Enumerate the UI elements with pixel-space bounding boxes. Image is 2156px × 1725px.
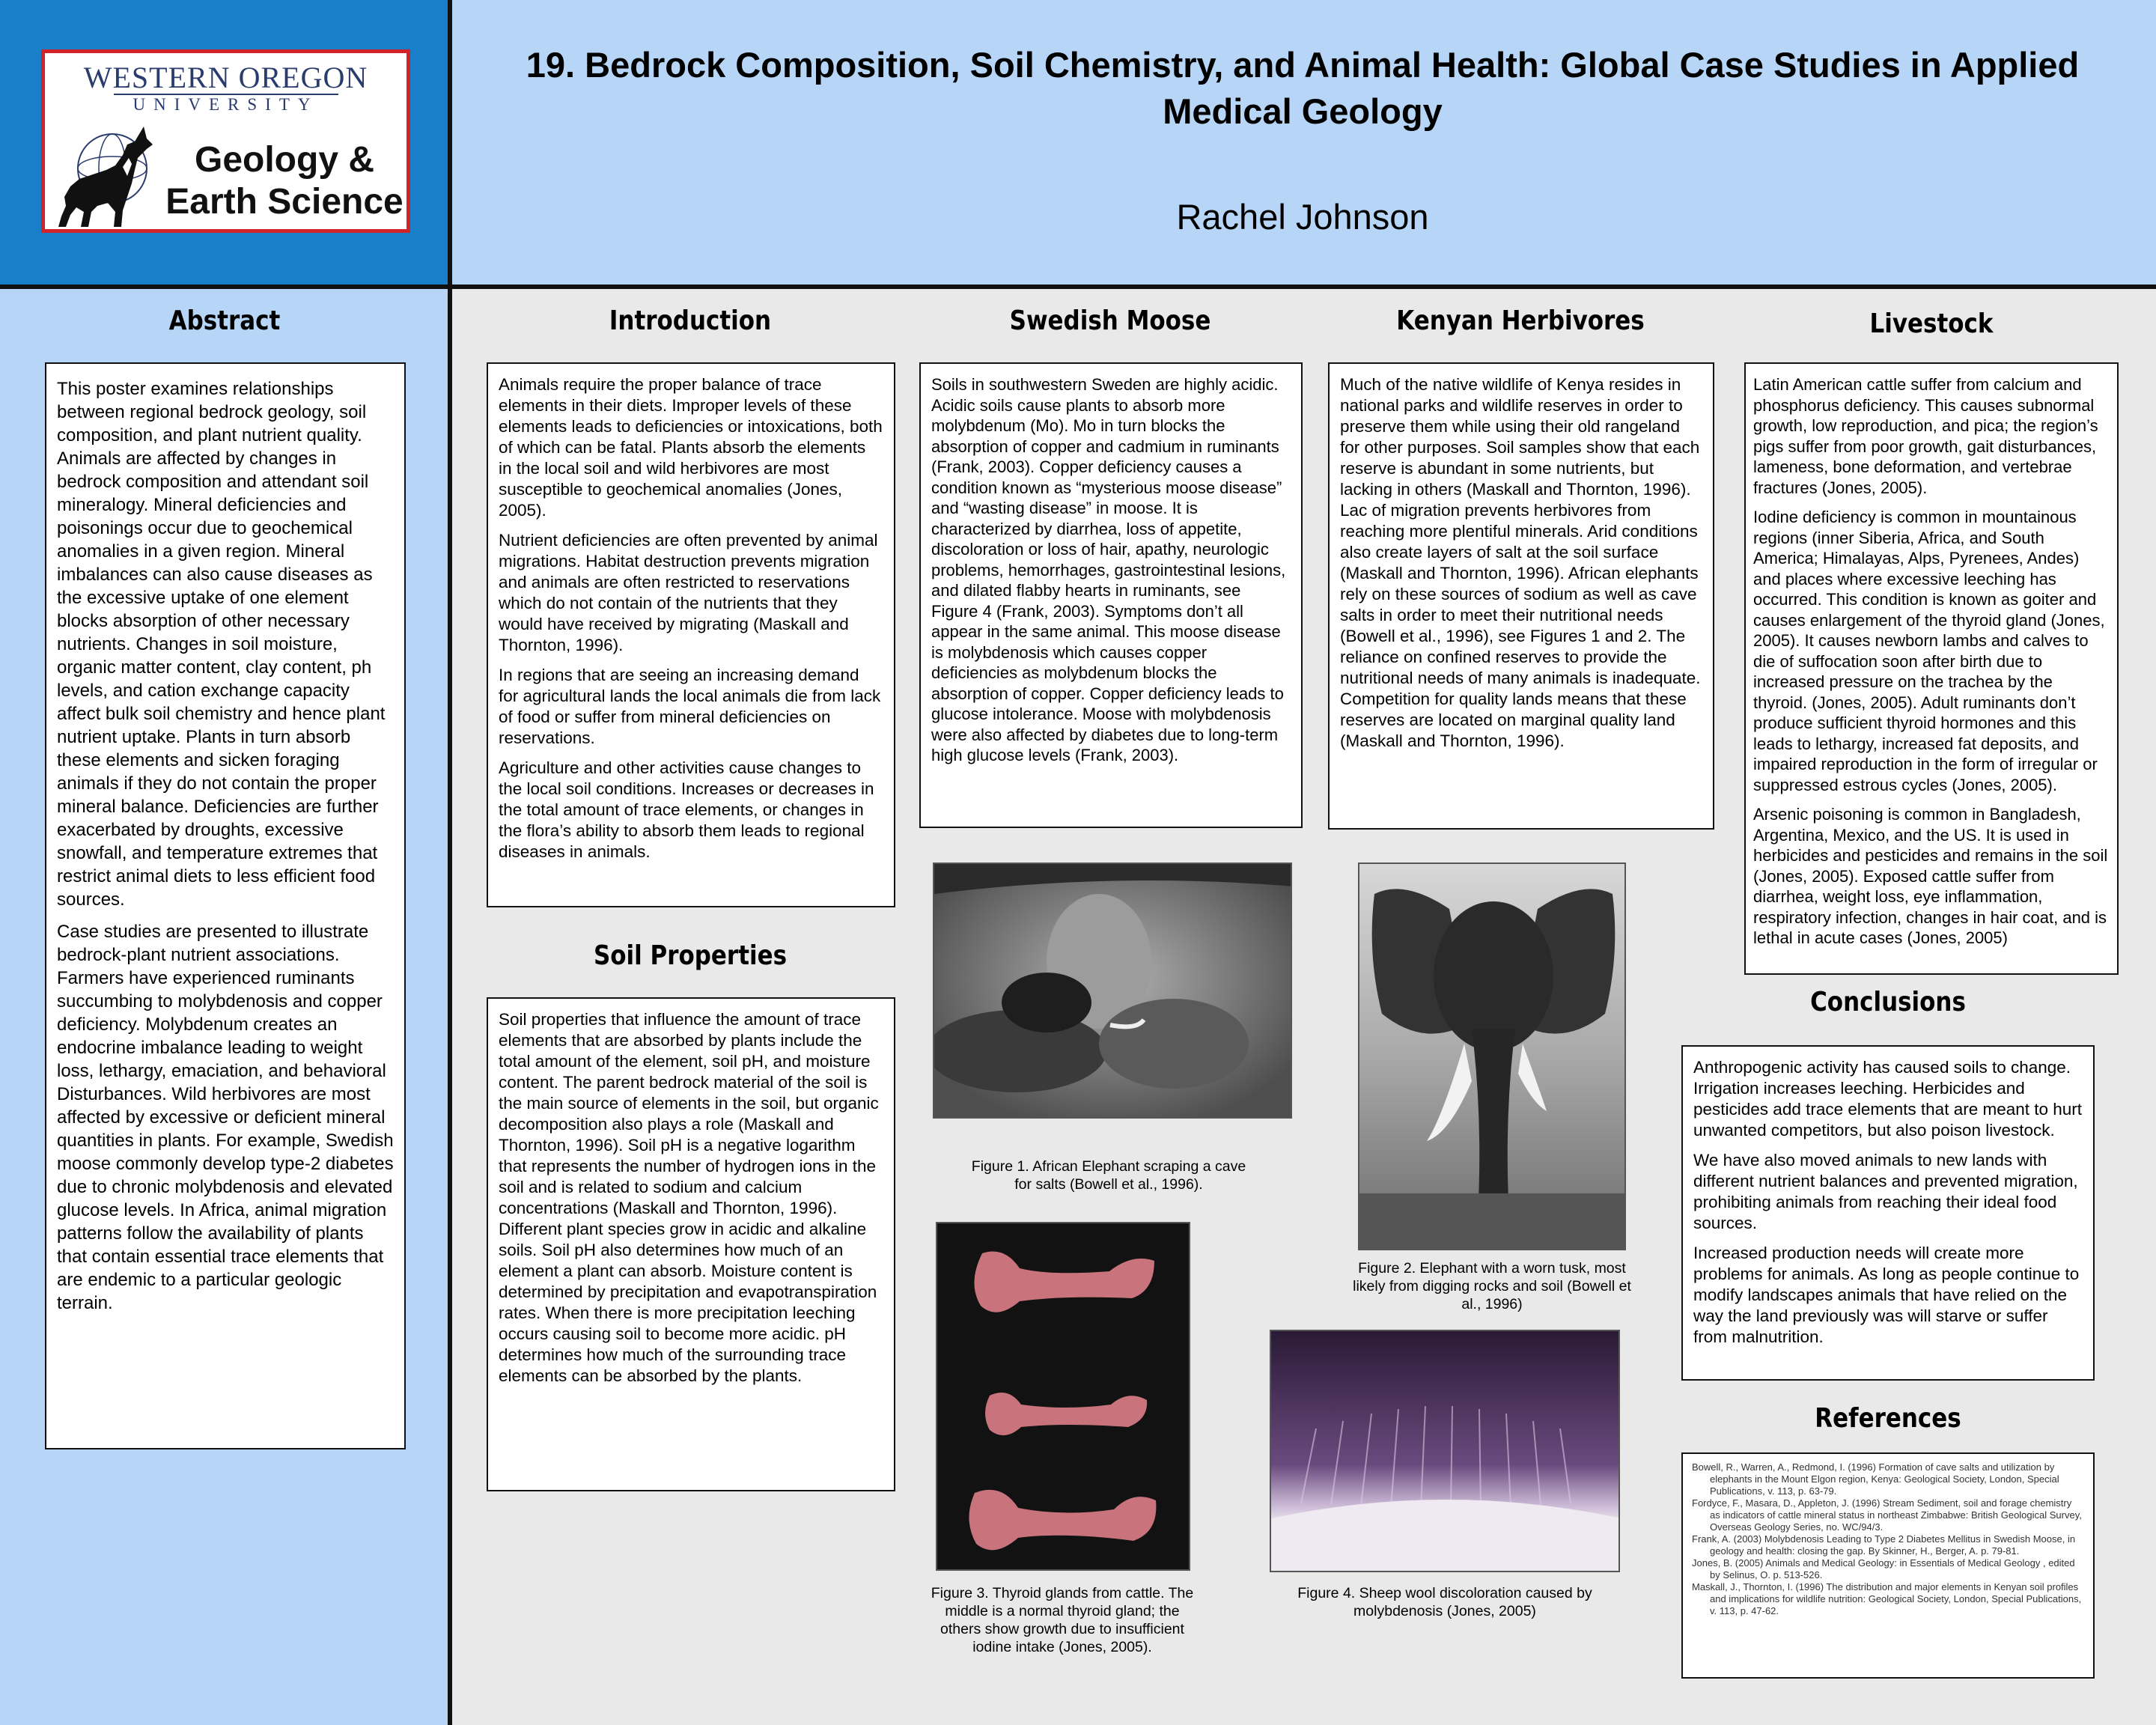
department-name [157,139,412,223]
references-heading: References [1815,1403,1961,1434]
kenyan-herbivores-paragraph: Much of the native wildlife of Kenya resides in national parks and wildlife reserves in order to preserve them while using their old rangeland for other purposes. Soil samples show that each reserve is abundant in some nutrients, but lacking in others (Maskall and Thornton, 1996). Lac of migration prevents herbivores from reaching more plentiful minerals. Arid conditions also create layers of salt at the soil surface (Maskall and Thornton, 1996). African elephants rely on these sources of sodium as well as cave salts in order to meet their nutritional needs (Bowell et al., 1996), see Figures 1 and 2. The reliance on confined reserves to provide the nutritional needs of many animals is inadequate. Competition for quality lands means that these reserves are located on marginal quality land (Maskall and Thornton, 1996). [1340,375,1701,750]
figure-4-image [1270,1330,1620,1572]
figure-1-caption: Figure 1. African Elephant scraping a cave for salts (Bowell et al., 1996). [971,1158,1246,1193]
reference-item: Bowell, R., Warren, A., Redmond, I. (1996) Formation of cave salts and utilization by elephants in the Mount Elgon region, Kenya: Geological Society, London, Special Publications, v. 113, p. 63-79. [1692,1461,2059,1497]
abstract-paragraph: Case studies are presented to illustrate bedrock-plant nutrient associations. Farmers have experienced ruminants succumbing to molybdenosis and copper deficiency. Molybdenum creates an endocrine imbalance leading to weight loss, lethargy, emaciation, and behavioral Disturbances. Wild herbivores are most affected by excessive or deficient mineral quantities in plants. For example, Swedish moose commonly develop type-2 diabetes due to chronic molybdenosis and elevated glucose levels. In Africa, animal migration patterns follow the availability of plants that contain essential trace elements that are endemic to a particular geologic terrain. [57,922,394,1313]
poster-author: Rachel Johnson [1176,197,1429,237]
university-logo [41,49,410,233]
horizontal-divider [0,285,2156,289]
reference-item: Jones, B. (2005) Animals and Medical Geology: in Essentials of Medical Geology , edited by Selinus, O. p. 513-526. [1692,1557,2075,1581]
kenyan-herbivores-box [1328,362,1714,830]
abstract-paragraph: This poster examines relationships between regional bedrock geology, soil composition, and plant nutrient quality. Animals are affected by changes in bedrock composition and attendant soil mineralogy. Mineral deficiencies and poisonings occur due to geochemical anomalies in a given region. Mineral imbalances can also cause diseases as the excessive uptake of one element blocks absorption of other necessary nutrients. Changes in soil moisture, organic matter content, clay content, ph levels, and cation exchange capacity affect bulk soil chemistry and hence plant nutrient uptake. Plants in turn absorb these elements and sicken foraging animals if they do not contain the proper mineral balance. Deficiencies are further exacerbated by droughts, excessive snowfall, and temperature extremes that restrict animal diets to less efficient food sources. [57,379,386,910]
abstract-box [45,362,406,1449]
figure-1-image [933,862,1292,1119]
department-name-line1: Geology & [194,140,375,180]
soil-properties-box [487,997,895,1491]
swedish-moose-heading: Swedish Moose [1009,305,1211,336]
introduction-paragraph: In regions that are seeing an increasing demand for agricultural lands the local animals die from lack of food or suffer from mineral deficiencies on reservations. [499,666,881,747]
university-name-line2: UNIVERSITY [114,94,338,115]
conclusions-paragraph: Increased production needs will create more problems for animals. As long as people continue to modify landscapes animals that have relied on the way the land previously was will starve or suffer from malnutrition. [1693,1244,2080,1346]
kenyan-herbivores-heading: Kenyan Herbivores [1396,305,1645,336]
university-name [45,62,406,115]
introduction-paragraph: Nutrient deficiencies are often prevented by animal migrations. Habitat destruction prevents migration and animals are often restricted to reservations which do not contain of the nutrients that they would have received by migrating (Maskall and Thornton, 1996). [499,531,878,654]
conclusions-box [1681,1045,2095,1381]
wolf-howling-icon [54,122,174,231]
introduction-box [487,362,895,907]
swedish-moose-box [919,362,1303,828]
reference-item: Frank, A. (2003) Molybdenosis Leading to Type 2 Diabetes Mellitus in Swedish Moose, in geology and health: closing the gap. By Skinner, H., Berger, A. p. 79-81. [1692,1533,2076,1557]
introduction-paragraph: Animals require the proper balance of trace elements in their diets. Improper levels of these elements leads to deficiencies or intoxications, both of which can be fatal. Plants absorb the elements in the local soil and wild herbivores are most susceptible to geochemical anomalies (Jones, 2005). [499,375,883,520]
livestock-paragraph: Iodine deficiency is common in mountainous regions (inner Siberia, Africa, and South America; Himalayas, Alps, Pyrenees, Andes) and places where excessive leeching has occurred. This condition is known as goiter and causes enlargement of the thyroid gland (Jones, 2005). It causes newborn lambs and calves to die of suffocation soon after birth due to increased pressure on the trachea by the thyroid. (Jones, 2005). Adult ruminants don’t produce sufficient thyroid hormones and this leads to lethargy, increased fat deposits, and impaired reproduction in the form of irregular or suppressed estrous cycles (Jones, 2005). [1753,508,2105,794]
figure-3-caption: Figure 3. Thyroid glands from cattle. The middle is a normal thyroid gland; the others show growth due to insufficient iodine intake (Jones, 2005). [931,1585,1194,1655]
university-name-line1: WESTERN OREGON [83,61,368,94]
reference-item: Maskall, J., Thornton, I. (1996) The distribution and major elements in Kenyan soil profiles and implications for wildlife nutrition: Geological Society, London, Special Publications, v. 113, p. 47-62. [1692,1581,2082,1616]
references-box [1681,1452,2095,1679]
livestock-heading: Livestock [1869,308,1994,339]
swedish-moose-paragraph: Soils in southwestern Sweden are highly acidic. Acidic soils cause plants to absorb more molybdenum (Mo). Mo in turn blocks the absorption of copper and cadmium in ruminants (Frank, 2003). Copper deficiency causes a condition known as “mysterious moose disease” and “wasting disease” in moose. It is characterized by diarrhea, loss of appetite, discoloration or loss of hair, apathy, neurologic problems, hemorrhages, gastrointestinal lesions, and dilated flabby hearts in ruminants, see Figure 4 (Frank, 2003). Symptoms don’t all appear in the same animal. This moose disease is molybdenosis which causes copper deficiencies as molybdenum blocks the absorption of copper. Copper deficiency leads to glucose intolerance. Moose with molybdenosis were also affected by diabetes due to long-term high glucose levels (Frank, 2003). [931,375,1286,764]
figure-2-caption: Figure 2. Elephant with a worn tusk, most likely from digging rocks and soil (Bowell et al., 1996) [1353,1260,1631,1312]
conclusions-paragraph: We have also moved animals to new lands with different nutrient balances and prevented migration, prohibiting animals from reaching their ideal food sources. [1693,1151,2078,1232]
introduction-heading: Introduction [609,305,772,336]
figure-3-image [936,1222,1190,1571]
livestock-paragraph: Latin American cattle suffer from calcium and phosphorus deficiency. This causes subnormal growth, low reproduction, and pica; the region’s pigs suffer from poor growth, gait disturbances, lameness, bone deformation, and vertebrae fractures (Jones, 2005). [1753,375,2098,497]
poster-title: 19. Bedrock Composition, Soil Chemistry, and Animal Health: Global Case Studies in Applied Medical Geology [526,45,2080,131]
soil-properties-paragraph: Soil properties that influence the amount of trace elements that are absorbed by plants include the total amount of the element, soil pH, and moisture content. The parent bedrock material of the soil is the main source of elements in the soil, but organic decomposition also plays a role (Maskall and Thornton, 1996). Soil pH is a negative logarithm that represents the number of hydrogen ions in the soil and is related to sodium and calcium concentrations (Maskall and Thornton, 1996). Different plant species grow in acidic and alkaline soils. Soil pH also determines how much of an element a plant can absorb. Moisture content is determined by precipitation and evapotranspiration rates. When there is more precipitation leeching occurs causing soil to become more acidic. pH determines how much of the surrounding trace elements can be absorbed by the plants. [499,1010,879,1385]
introduction-paragraph: Agriculture and other activities cause changes to the local soil conditions. Increases or decreases in the total amount of trace elements, or changes in the flora’s ability to absorb them leads to regional diseases in animals. [499,758,874,861]
livestock-box [1744,362,2119,975]
figure-4-caption: Figure 4. Sheep wool discoloration caused by molybdenosis (Jones, 2005) [1297,1585,1592,1619]
soil-properties-heading: Soil Properties [593,940,788,971]
figure-2-image [1358,862,1626,1250]
vertical-divider [448,0,452,1725]
department-name-line2: Earth Science [165,182,404,222]
conclusions-heading: Conclusions [1810,987,1966,1017]
livestock-paragraph: Arsenic poisoning is common in Bangladesh, Argentina, Mexico, and the US. It is used in herbicides and pesticides and remains in the soil (Jones, 2005). Exposed cattle suffer from diarrhea, weight loss, eye inflammation, respiratory infection, changes in hair coat, and is lethal in acute cases (Jones, 2005) [1753,805,2108,947]
conclusions-paragraph: Anthropogenic activity has caused soils to change. Irrigation increases leeching. Herbicides and pesticides add trace elements that are meant to hurt unwanted competitors, but also poison livestock. [1693,1058,2083,1140]
abstract-heading: Abstract [168,305,281,336]
reference-item: Fordyce, F., Masara, D., Appleton, J. (1996) Stream Sediment, soil and forage chemistry as indicators of cattle mineral status in northeast Zimbabwe: British Geological Survey, Overseas Geology Series, no. WC/94/3. [1692,1497,2082,1533]
